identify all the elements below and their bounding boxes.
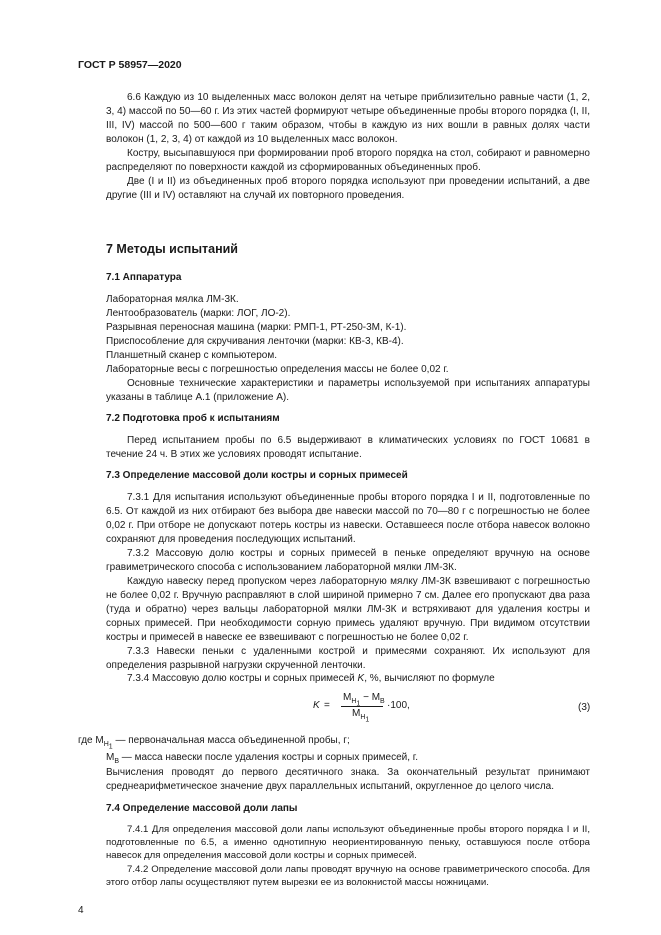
document-header: ГОСТ Р 58957—2020: [78, 59, 182, 71]
formula-multiplier: ·100,: [387, 700, 410, 711]
equipment-item: Приспособление для скручивания ленточки (марки: КВ-3, КВ-4).: [106, 336, 404, 347]
equipment-note: Основные технические характеристики и параметры используемой при испытаниях аппаратуры указаны в таблице А.1 (приложение А).: [106, 378, 590, 403]
paragraph-7-3-2-procedure: Каждую навеску перед пропуском через лабораторную мялку ЛМ-3К взвешивают с погрешностью не более 0,02 г. Вручную расправляют в слой шириной примерно 7 см. Далее его пропускают два раза (туда и обратно) через вальцы лабораторной мялки ЛМ-3К и встряхивают для удаления костры и сорных примесей. При необходимости сорную примесь удаляют вручную. При видимом отсутствии костры и примесей в навеске ее взвешивают с погрешностью не более 0,02 г.: [106, 576, 590, 643]
paragraph-7-3-4: 7.3.4 Массовую долю костры и сорных примесей K, %, вычисляют по формуле: [127, 673, 495, 684]
equipment-item: Планшетный сканер с компьютером.: [106, 350, 278, 361]
paragraph-6-6: 6.6 Каждую из 10 выделенных масс волокон делят на четыре приблизительно равные части (1, 2, 3, 4) массой по 50—60 г. Из этих частей формируют четыре объединенные пробы второго порядка (I, II, III, IV) массой по 500—600 г таким образом, чтобы в каждую из них вошли в равных долях части волокон (1, 2, 3, 4) от каждой из 10 выделенных масс волокон.: [106, 92, 590, 145]
section-7-2-title: 7.2 Подготовка проб к испытаниям: [106, 413, 280, 424]
section-7-title: 7 Методы испытаний: [106, 242, 238, 256]
formula-fraction-line: [341, 706, 383, 707]
formula-denominator: $M_{Н_1}$: [352, 708, 370, 724]
paragraph-7-4-1: 7.4.1 Для определения массовой доли лапы используют объединенные пробы второго порядка I и II, подготовленные по 6.5, а именно однотипную неориентированную пеньку, оставшуюся после отбора навесок для определения массовой доли костры и сорных примесей.: [106, 824, 590, 861]
paragraph-6-6-reserve: Две (I и II) из объединенных проб второго порядка используют при проведении испытаний, а две другие (III и IV) оставляют на случай их повторного проведения.: [106, 176, 590, 201]
formula-number: (3): [578, 702, 591, 713]
page-number: 4: [78, 905, 84, 916]
section-7-4-title: 7.4 Определение массовой доли лапы: [106, 803, 298, 814]
equipment-item: Лентообразователь (марки: ЛОГ, ЛО-2).: [106, 308, 291, 319]
paragraph-6-6-costra: Костру, высыпавшуюся при формировании проб второго порядка на стол, собирают и равномерно распределяют по поверхности каждой из сформированных объединенных проб.: [106, 148, 590, 173]
paragraph-7-3-3: 7.3.3 Навески пеньки с удаленными кострой и примесями сохраняют. Их используют для определения разрывной нагрузки скрученной ленточки.: [106, 646, 590, 671]
paragraph-7-4-2: 7.4.2 Определение массовой доли лапы проводят вручную на основе гравиметрического способа. Для этого отбор лапы осуществляют путем вырезки ее из волокнистой массы ножницами.: [106, 864, 590, 888]
equipment-item: Лабораторные весы с погрешностью определения массы не более 0,02 г.: [106, 364, 449, 375]
section-7-3-title: 7.3 Определение массовой доли костры и сорных примесей: [106, 470, 408, 481]
paragraph-7-3-4-result: Вычисления проводят до первого десятичного знака. За окончательный результат принимают среднеарифметическое значение двух параллельных испытаний, округленное до целого числа.: [106, 767, 590, 792]
formula-equals: =: [324, 700, 330, 711]
formula-where-2: $M_В$ — масса навески после удаления костры и сорных примесей, г.: [106, 752, 418, 765]
formula-3: [0, 690, 661, 726]
equipment-item: Разрывная переносная машина (марки: РМП-1, РТ-250-3М, К-1).: [106, 322, 407, 333]
formula-where-1: где $M_{Н_1}$ — первоначальная масса объединенной пробы, г;: [78, 735, 350, 751]
section-7-1-title: 7.1 Аппаратура: [106, 272, 182, 283]
equipment-item: Лабораторная мялка ЛМ-3К.: [106, 294, 239, 305]
paragraph-7-3-1: 7.3.1 Для испытания используют объединенные пробы второго порядка I и II, подготовленные по 6.5. От каждой из них отбирают без выбора две навески массой по 70—80 г с погрешностью не более 0,02 г. При отборе не допускают потерь костры из навески. Оставшееся после отбора навесок волокно сохраняют для проведения последующих испытаний.: [106, 492, 590, 545]
paragraph-7-3-2: 7.3.2 Массовую долю костры и сорных примесей в пеньке определяют вручную на основе гравиметрического способа с использованием лабораторной мялки ЛМ-3К.: [106, 548, 590, 573]
section-7-2-text: Перед испытанием пробы по 6.5 выдерживают в климатических условиях по ГОСТ 10681 в течение 24 ч. В этих же условиях проводят испытание.: [106, 435, 590, 460]
formula-lhs: K: [313, 700, 320, 711]
formula-numerator: $M_{Н_1} - M_В$: [343, 692, 385, 708]
